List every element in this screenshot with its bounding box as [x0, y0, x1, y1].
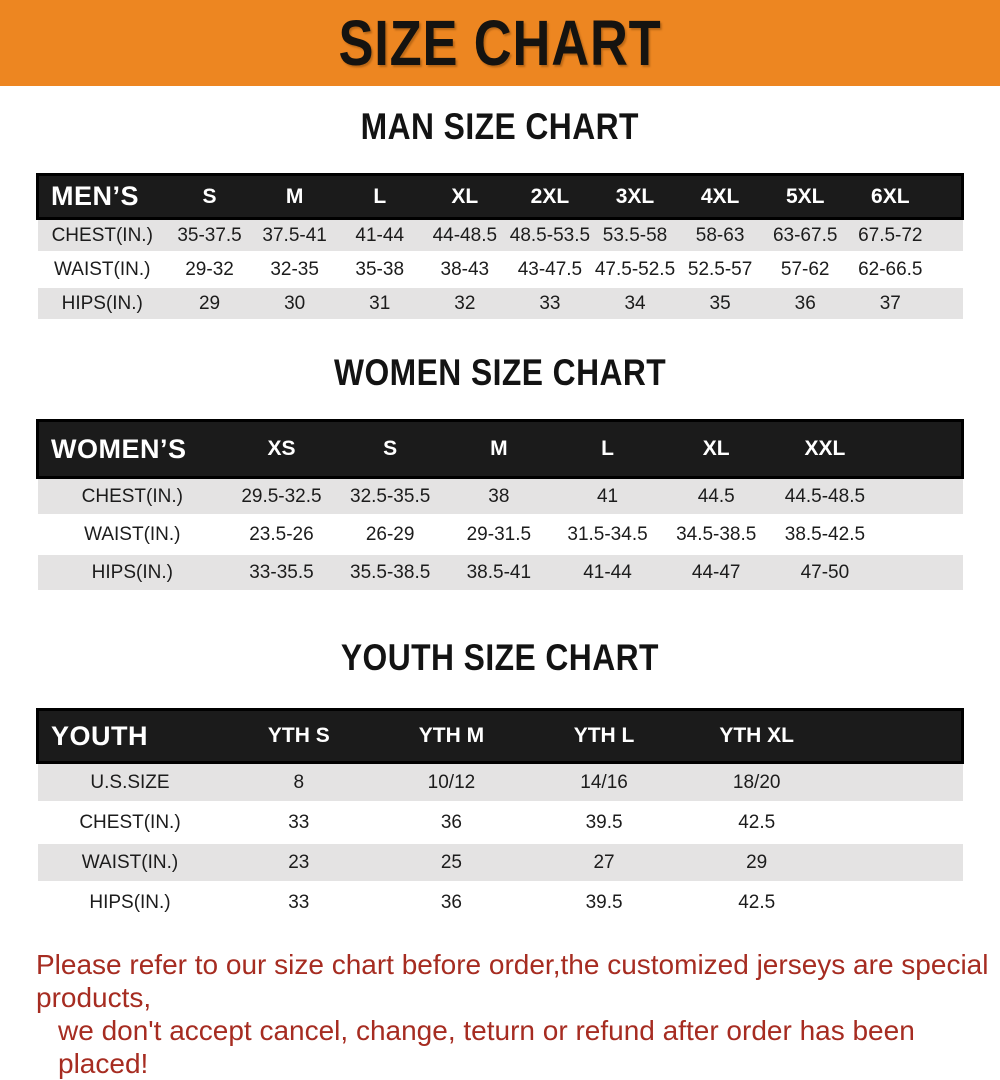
banner-title: SIZE CHART	[338, 7, 662, 79]
women-header-label: WOMEN’S	[38, 421, 228, 478]
men-size-col: L	[337, 175, 422, 219]
size-cell: 31.5-34.5	[567, 523, 648, 545]
row-label: WAIST(IN.)	[84, 523, 181, 545]
women-size-col: S	[336, 421, 445, 478]
size-cell: 34	[592, 287, 677, 321]
size-cell: 33	[288, 891, 310, 913]
order-disclaimer	[36, 948, 1000, 1080]
men-size-col: S	[167, 175, 252, 219]
row-label: HIPS(IN.)	[89, 891, 171, 913]
youth-header-row	[38, 710, 963, 763]
women-size-col: M	[445, 421, 554, 478]
size-cell: 32-35	[270, 258, 319, 280]
size-cell: 35	[678, 287, 763, 321]
men-size-col: 4XL	[678, 175, 763, 219]
size-cell: 41	[553, 478, 662, 516]
size-cell: 43-47.5	[517, 258, 583, 280]
size-cell: 33	[288, 811, 310, 833]
size-cell: 47.5-52.5	[594, 258, 676, 280]
row-label: HIPS(IN.)	[38, 554, 228, 592]
size-cell: 67.5-72	[848, 219, 933, 253]
size-cell: 23.5-26	[249, 523, 314, 545]
size-cell: 41-44	[553, 554, 662, 592]
filler-cell	[879, 421, 962, 478]
filler-cell	[933, 253, 963, 287]
men-header-label: MEN’S	[38, 175, 168, 219]
size-cell: 36	[440, 891, 462, 913]
filler-cell	[933, 287, 963, 321]
filler-cell	[833, 883, 963, 923]
youth-section-title	[0, 637, 1000, 684]
youth-size-col: YTH S	[223, 710, 376, 763]
size-cell: 29-32	[185, 258, 234, 280]
size-cell: 39.5	[585, 811, 623, 833]
men-size-col: 2XL	[507, 175, 592, 219]
size-cell: 48.5-53.5	[507, 219, 592, 253]
filler-cell	[879, 554, 962, 592]
size-cell: 63-67.5	[763, 219, 848, 253]
women-chest-row	[38, 478, 963, 516]
men-section-title-text: MAN SIZE CHART	[360, 106, 640, 147]
size-cell: 29	[680, 843, 833, 883]
size-cell: 44.5	[662, 478, 771, 516]
size-cell: 42.5	[738, 811, 776, 833]
filler-cell	[833, 763, 963, 803]
size-cell: 53.5-58	[592, 219, 677, 253]
youth-header-label: YOUTH	[38, 710, 223, 763]
men-chest-row	[38, 219, 963, 253]
size-cell: 29.5-32.5	[227, 478, 336, 516]
filler-cell	[833, 803, 963, 843]
size-cell: 25	[375, 843, 528, 883]
youth-section-title-text: YOUTH SIZE CHART	[340, 637, 660, 678]
size-cell: 36	[440, 811, 462, 833]
size-cell: 44-48.5	[422, 219, 507, 253]
youth-chest-row	[38, 803, 963, 843]
size-cell: 30	[252, 287, 337, 321]
disclaimer-line-2: we don't accept cancel, change, teturn or refund after order has been placed!	[58, 1015, 915, 1079]
youth-waist-row	[38, 843, 963, 883]
filler-cell	[933, 175, 963, 219]
youth-size-col: YTH XL	[680, 710, 833, 763]
row-label: CHEST(IN.)	[79, 811, 181, 833]
row-label: WAIST(IN.)	[54, 258, 151, 280]
youth-hips-row	[38, 883, 963, 923]
size-cell: 44.5-48.5	[771, 478, 880, 516]
size-cell: 52.5-57	[687, 258, 753, 280]
youth-size-table	[36, 708, 964, 924]
size-cell: 33-35.5	[227, 554, 336, 592]
filler-cell	[879, 478, 962, 516]
size-cell: 36	[763, 287, 848, 321]
men-size-col: XL	[422, 175, 507, 219]
size-cell: 39.5	[585, 891, 623, 913]
size-cell: 33	[507, 287, 592, 321]
size-cell: 44-47	[662, 554, 771, 592]
size-cell: 34.5-38.5	[676, 523, 757, 545]
size-cell: 14/16	[528, 763, 681, 803]
size-cell: 32.5-35.5	[336, 478, 445, 516]
filler-cell	[833, 843, 963, 883]
size-cell: 47-50	[771, 554, 880, 592]
size-cell: 26-29	[365, 523, 415, 545]
size-cell: 57-62	[780, 258, 830, 280]
women-size-col: L	[553, 421, 662, 478]
men-hips-row	[38, 287, 963, 321]
men-size-col: 6XL	[848, 175, 933, 219]
size-cell: 23	[223, 843, 376, 883]
size-cell: 35-37.5	[167, 219, 252, 253]
women-size-col: XXL	[771, 421, 880, 478]
size-cell: 27	[528, 843, 681, 883]
youth-ussize-row	[38, 763, 963, 803]
size-cell: 38.5-42.5	[784, 523, 866, 545]
size-cell: 42.5	[738, 891, 776, 913]
men-waist-row	[38, 253, 963, 287]
size-cell: 29-31.5	[466, 523, 532, 545]
row-label: HIPS(IN.)	[38, 287, 168, 321]
size-cell: 29	[167, 287, 252, 321]
men-section-title	[0, 106, 1000, 153]
women-size-table	[36, 419, 964, 593]
row-label: WAIST(IN.)	[38, 843, 223, 883]
size-cell: 62-66.5	[858, 258, 923, 280]
filler-cell	[879, 516, 962, 554]
size-cell: 38-43	[440, 258, 490, 280]
men-size-table	[36, 173, 964, 322]
filler-cell	[933, 219, 963, 253]
men-header-row	[38, 175, 963, 219]
size-cell: 41-44	[337, 219, 422, 253]
size-cell: 18/20	[680, 763, 833, 803]
size-cell: 35-38	[355, 258, 405, 280]
row-label: CHEST(IN.)	[38, 478, 228, 516]
size-cell: 31	[337, 287, 422, 321]
size-cell: 38	[445, 478, 554, 516]
size-cell: 37.5-41	[252, 219, 337, 253]
women-size-col: XL	[662, 421, 771, 478]
women-header-row	[38, 421, 963, 478]
size-chart-banner	[0, 0, 1000, 86]
filler-cell	[833, 710, 963, 763]
size-cell: 38.5-41	[445, 554, 554, 592]
women-size-col: XS	[227, 421, 336, 478]
men-size-col: M	[252, 175, 337, 219]
women-waist-row	[38, 516, 963, 554]
women-hips-row	[38, 554, 963, 592]
row-label: CHEST(IN.)	[38, 219, 168, 253]
size-cell: 37	[848, 287, 933, 321]
row-label: U.S.SIZE	[38, 763, 223, 803]
youth-size-col: YTH L	[528, 710, 681, 763]
women-section-title	[0, 352, 1000, 399]
size-cell: 35.5-38.5	[336, 554, 445, 592]
women-section-title-text: WOMEN SIZE CHART	[333, 352, 667, 393]
size-cell: 8	[223, 763, 376, 803]
size-cell: 32	[422, 287, 507, 321]
men-size-col: 5XL	[763, 175, 848, 219]
youth-size-col: YTH M	[375, 710, 528, 763]
size-cell: 10/12	[375, 763, 528, 803]
size-cell: 58-63	[678, 219, 763, 253]
men-size-col: 3XL	[592, 175, 677, 219]
disclaimer-line-1: Please refer to our size chart before order,the customized jerseys are special products,	[36, 949, 989, 1013]
